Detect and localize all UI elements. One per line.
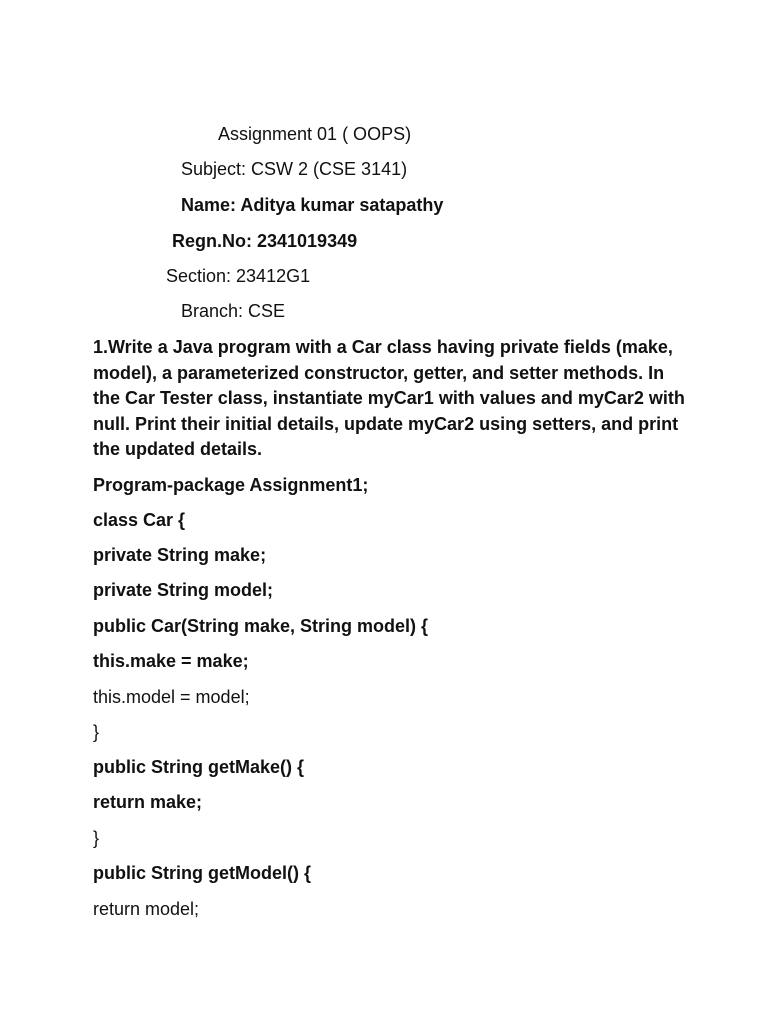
student-name: Name: Aditya kumar satapathy <box>181 195 444 215</box>
code-line: } <box>93 722 100 742</box>
code-line: public String getModel() { <box>93 863 311 883</box>
code-line: public String getMake() { <box>93 757 305 777</box>
code-line: return model; <box>93 899 200 919</box>
code-line: this.make = make; <box>93 651 249 671</box>
registration-number: Regn.No: 2341019349 <box>172 231 358 251</box>
subject-line: Subject: CSW 2 (CSE 3141) <box>181 159 408 179</box>
code-line: } <box>93 828 100 848</box>
assignment-title: Assignment 01 ( OOPS) <box>218 124 412 144</box>
code-line: return make; <box>93 792 203 812</box>
code-line: this.model = model; <box>93 687 250 707</box>
code-line: private String model; <box>93 580 274 600</box>
code-line: public Car(String make, String model) { <box>93 616 429 636</box>
section-line: Section: 23412G1 <box>166 266 311 286</box>
code-line: Program-package Assignment1; <box>93 475 369 495</box>
code-line: private String make; <box>93 545 267 565</box>
branch-line: Branch: CSE <box>181 301 286 321</box>
code-line: class Car { <box>93 510 186 530</box>
question-text: 1.Write a Java program with a Car class having private fields (make, model), a parameterized constructor, getter, and setter methods. In the Car Tester class, instantiate myCar1 with values and myCar2 with null. Print their initial details, update myCar2 using setters, and print the updated details. <box>93 337 685 460</box>
